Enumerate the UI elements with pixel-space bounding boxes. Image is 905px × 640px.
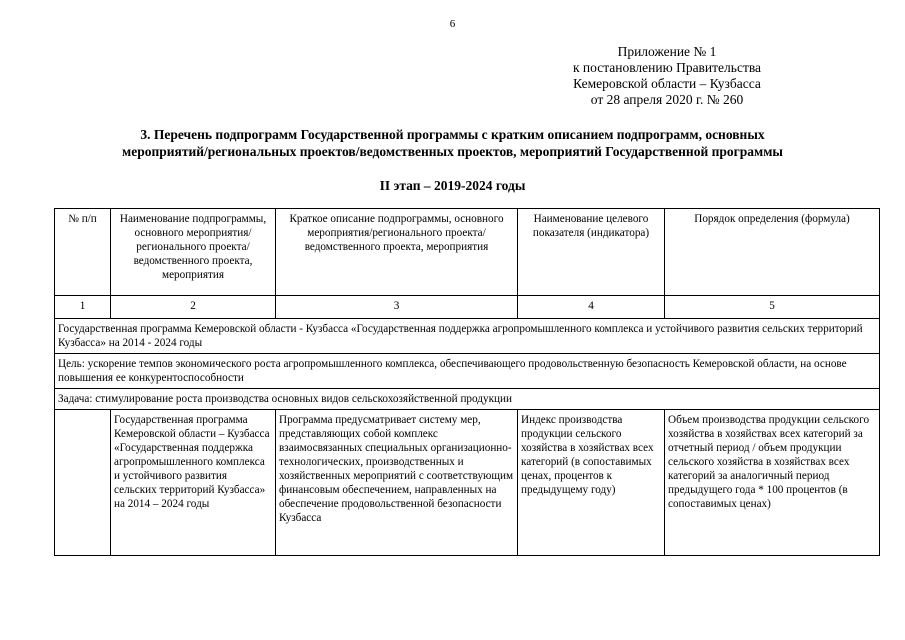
data-cell-name: Государственная программа Кемеровской области – Кузбасса «Государственная поддержка агропромышленного комплекса и устойчивого развития сельских территорий Кузбасса» на 2014 – 2024 годы <box>111 410 276 556</box>
appendix-line-1: Приложение № 1 <box>617 44 717 59</box>
goal-row <box>55 354 880 389</box>
appendix-line-3: Кемеровской области – Кузбасса <box>573 76 761 91</box>
program-cell: Государственная программа Кемеровской области - Кузбасса «Государственная поддержка агропромышленного комплекса и устойчивого развития сельских территорий Кузбасса» на 2014 - 2024 годы <box>55 319 880 354</box>
header-cell-num: № п/п <box>55 209 111 296</box>
task-row <box>55 389 880 410</box>
programs-table <box>54 208 880 556</box>
header-cell-name: Наименование подпрограммы, основного мероприятия/регионального проекта/ведомственного проекта, мероприятия <box>111 209 276 296</box>
program-row <box>55 319 880 354</box>
appendix-line-4: от 28 апреля 2020 г. № 260 <box>590 92 744 107</box>
data-cell-num <box>55 410 111 556</box>
column-number-3: 3 <box>276 296 518 319</box>
page-number: 6 <box>449 18 456 30</box>
column-number-4: 4 <box>518 296 665 319</box>
title-line-2: мероприятий/региональных проектов/ведомственных проектов, мероприятий Государственной программы <box>122 144 783 159</box>
stage-heading: II этап – 2019-2024 годы <box>379 178 526 193</box>
data-cell-indicator: Индекс производства продукции сельского хозяйства в хозяйствах всех категорий (в сопоставимых ценах, процентов к предыдущему году) <box>518 410 665 556</box>
header-cell-formula: Порядок определения (формула) <box>665 209 880 296</box>
appendix-line-2: к постановлению Правительства <box>572 60 762 75</box>
column-number-1: 1 <box>55 296 111 319</box>
task-cell: Задача: стимулирование роста производства основных видов сельскохозяйственной продукции <box>55 389 880 410</box>
column-number-5: 5 <box>665 296 880 319</box>
data-cell-formula: Объем производства продукции сельского хозяйства в хозяйствах всех категорий за отчетный период / объем продукции сельского хозяйства в хозяйствах всех категорий за аналогичный период предыдущего года * 100 процентов (в сопоставимых ценах) <box>665 410 880 556</box>
column-number-2: 2 <box>111 296 276 319</box>
header-cell-description: Краткое описание подпрограммы, основного мероприятия/регионального проекта/ведомственного проекта, мероприятия <box>276 209 518 296</box>
table-row <box>55 410 880 556</box>
data-cell-description: Программа предусматривает систему мер, представляющих собой комплекс взаимосвязанных специальных организационно-технологических, производственных и хозяйственных мероприятий с соответствующим финансовым обеспечением, направленных на обеспечение продовольственной безопасности Кузбасса <box>276 410 518 556</box>
header-cell-indicator: Наименование целевого показателя (индикатора) <box>518 209 665 296</box>
appendix-block <box>517 44 817 108</box>
column-numbers-row <box>55 296 880 319</box>
document-title <box>60 126 845 160</box>
title-line-1: 3. Перечень подпрограмм Государственной программы с кратким описанием подпрограмм, основных <box>140 127 765 142</box>
table-header-row <box>55 209 880 296</box>
goal-cell: Цель: ускорение темпов экономического роста агропромышленного комплекса, обеспечивающего продовольственную безопасность Кемеровской области, на основе повышения ее конкурентоспособности <box>55 354 880 389</box>
